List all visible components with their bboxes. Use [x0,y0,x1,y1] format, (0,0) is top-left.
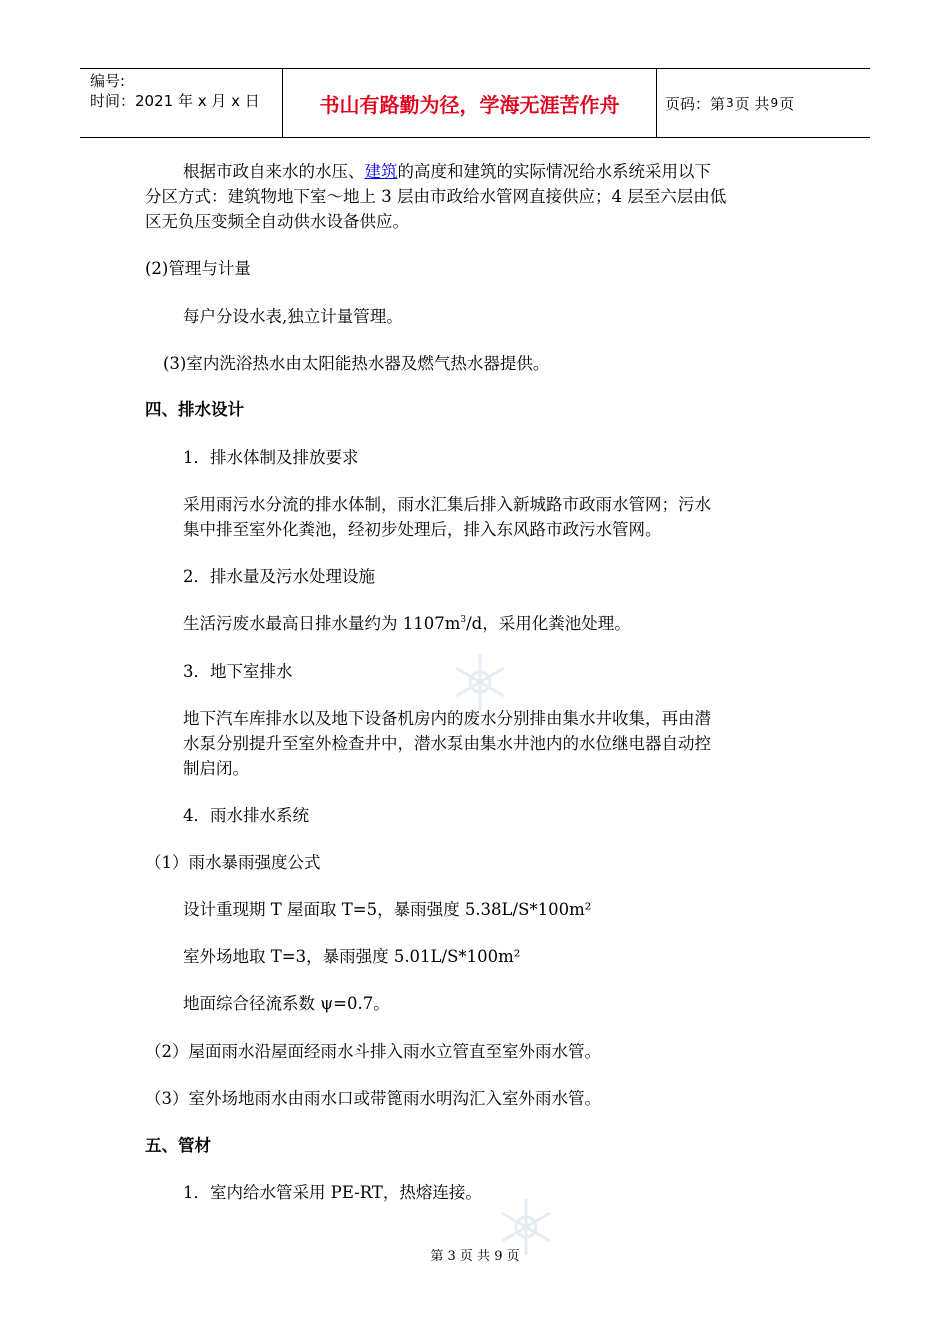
paragraph-line: 集中排至室外化粪池，经初步处理后，排入东风路市政污水管网。 [183,520,662,539]
building-link[interactable]: 建筑 [364,162,398,181]
paragraph-line: 每户分设水表,独立计量管理。 [183,307,403,326]
document-date: 时间：2021 年 x 月 x 日 [90,92,260,110]
page-suffix: 页 [779,94,795,113]
page-total: 9 [770,96,779,110]
header-meta [80,69,282,137]
paragraph-line: 区无负压变频全自动供水设备供应。 [145,212,409,231]
paragraph-line: 室外场地取 T=3，暴雨强度 5.01L/S*100m² [183,947,521,966]
section-heading: (2)管理与计量 [145,259,251,278]
list-item: （3）室外场地雨水由雨水口或带篦雨水明沟汇入室外雨水管。 [145,1089,601,1108]
paragraph-line: 设计重现期 T 屋面取 T=5，暴雨强度 5.38L/S*100m² [183,900,592,919]
paragraph-line [183,160,711,184]
chapter-heading: 四、排水设计 [145,400,244,419]
page-header [80,68,870,138]
page-current: 3 [726,96,734,110]
subsection-heading: 1．排水体制及排放要求 [183,448,359,467]
page-mid: 页 共 [734,94,770,113]
page-footer: 第 3 页 共 9 页 [430,1249,520,1264]
list-item: （2）屋面雨水沿屋面经雨水斗排入雨水立管直至室外雨水管。 [145,1042,601,1061]
paragraph-line: 地面综合径流系数 ψ=0.7。 [183,994,390,1013]
list-item: （1）雨水暴雨强度公式 [145,853,321,872]
paragraph-line: (3)室内洗浴热水由太阳能热水器及燃气热水器提供。 [163,354,550,373]
text-span: 根据市政自来水的水压、 [183,162,365,181]
page-prefix: 页码：第 [665,94,726,113]
subsection-heading: 2．排水量及污水处理设施 [183,567,375,586]
paragraph-line: 采用雨污水分流的排水体制，雨水汇集后排入新城路市政雨水管网；污水 [183,495,711,514]
paragraph-line: 分区方式：建筑物地下室～地上 3 层由市政给水管网直接供应；4 层至六层由低 [145,187,727,206]
text-span: 的高度和建筑的实际情况给水系统采用以下 [397,162,711,181]
paragraph-line: 1．室内给水管采用 PE-RT，热熔连接。 [183,1183,482,1202]
superscript: 3 [460,615,467,625]
subsection-heading: 3．地下室排水 [183,662,293,681]
paragraph-line: 制启闭。 [183,759,249,778]
chapter-heading: 五、管材 [145,1136,211,1155]
header-page-number [657,69,870,137]
text-span: 生活污废水最高日排水量约为 1107m [183,614,461,633]
document-number-label: 编号: [90,72,126,90]
paragraph-line: 水泵分别提升至室外检查井中，潜水泵由集水井池内的水位继电器自动控 [183,734,711,753]
header-motto: 书山有路勤为径，学海无涯苦作舟 [282,69,657,137]
paragraph-line: 地下汽车库排水以及地下设备机房内的废水分别排由集水井收集，再由潜 [183,709,711,728]
paragraph-line [183,612,631,636]
subsection-heading: 4．雨水排水系统 [183,806,309,825]
text-span: /d，采用化粪池处理。 [466,614,631,633]
